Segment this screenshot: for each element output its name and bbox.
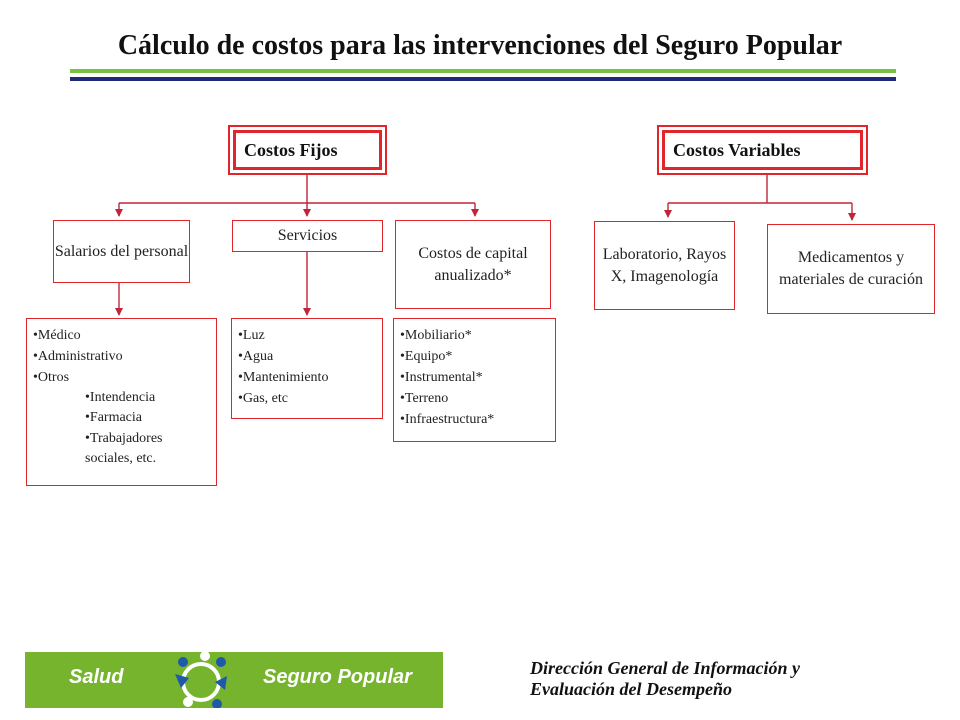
services-list — [231, 318, 383, 419]
salud-seguro-popular-logo — [25, 652, 489, 708]
list-item: • Gas, etc — [238, 388, 376, 409]
slide-title: Cálculo de costos para las intervenciones del Seguro Popular — [117, 30, 843, 61]
list-item: • Luz — [238, 325, 376, 346]
list-item: • Agua — [238, 346, 376, 367]
medications-box — [767, 224, 935, 314]
list-subitem: • Intendencia — [85, 388, 210, 408]
list-item: • Infraestructura* — [400, 409, 549, 430]
list-item: • Equipo* — [400, 346, 549, 367]
services-box — [232, 220, 383, 252]
list-item: • Médico — [33, 325, 210, 346]
footer-line-2: Evaluación del Desempeño — [530, 678, 732, 699]
footer-directorate — [530, 658, 950, 699]
salaries-label: Salarios del personal — [54, 242, 189, 260]
salaries-box — [53, 220, 190, 283]
capital-list — [393, 318, 556, 442]
salaries-list — [26, 318, 217, 486]
services-label: Servicios — [277, 227, 338, 245]
people-circle-icon — [175, 652, 227, 708]
capital-costs-box — [395, 220, 551, 309]
logo-word-seguro-popular: Seguro Popular — [263, 666, 412, 688]
list-item: • Otros — [33, 367, 210, 388]
list-subitem: • Trabajadores sociales, etc. — [85, 429, 210, 470]
footer-line-1: Dirección General de Información y — [530, 658, 800, 678]
lab-xray-box — [594, 221, 735, 310]
capital-costs-label: Costos de capital anualizado* — [418, 244, 528, 284]
list-item: • Instrumental* — [400, 367, 549, 388]
list-subitem: • Farmacia — [85, 408, 210, 428]
variable-costs-header — [657, 125, 868, 175]
logo-word-salud: Salud — [69, 666, 124, 688]
lab-xray-label: Laboratorio, Rayos X, Imagenología — [602, 245, 727, 285]
variable-costs-label: Costos Variables — [662, 130, 863, 170]
list-item: • Administrativo — [33, 346, 210, 367]
fixed-costs-label: Costos Fijos — [233, 130, 382, 170]
list-item: • Mantenimiento — [238, 367, 376, 388]
fixed-costs-header — [228, 125, 387, 175]
list-item: • Terreno — [400, 388, 549, 409]
list-item: • Mobiliario* — [400, 325, 549, 346]
medications-label: Medicamentos y materiales de curación — [779, 249, 923, 288]
